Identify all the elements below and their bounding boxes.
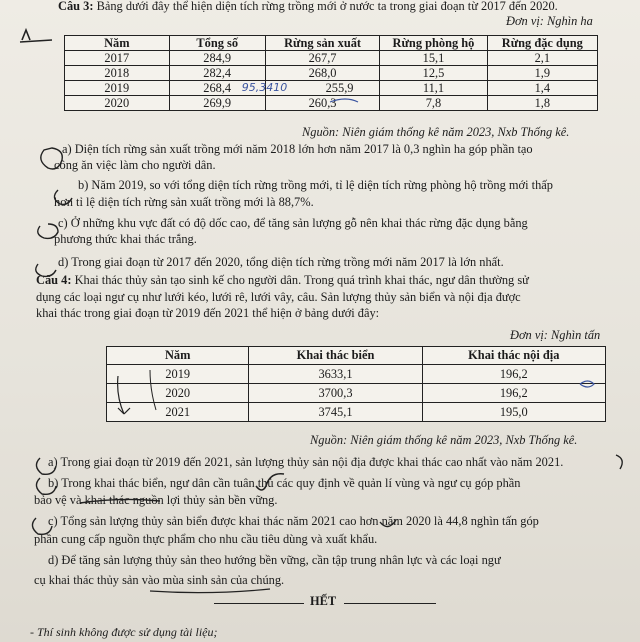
table-cell: 269,9	[169, 96, 265, 111]
end-rule-left	[214, 603, 304, 604]
table-row	[107, 384, 606, 403]
table-cell: 11,1	[380, 81, 487, 96]
table-cell: 3700,3	[249, 384, 422, 403]
end-marker: HẾT	[310, 594, 337, 608]
q4-table-header	[107, 347, 606, 365]
table-cell: 2020	[107, 384, 249, 403]
table-header-cell: Khai thác biển	[249, 347, 422, 365]
table-cell: 15,1	[380, 51, 487, 66]
q4-option-c-line1: c) Tổng sản lượng thủy sản biển được khai thác năm 2021 cao hơn năm 2020 là 44,8 nghìn tấn góp	[48, 514, 539, 528]
table-header-cell: Năm	[65, 36, 170, 51]
table-header-cell: Tổng số	[169, 36, 265, 51]
table-cell: 2019	[65, 81, 170, 96]
q3-option-a	[34, 142, 533, 157]
table-row	[107, 365, 606, 384]
q4-option-a: a) Trong giai đoạn từ 2019 đến 2021, sản lượng thủy sản nội địa được khai thác cao nhất vào năm 2021.	[48, 455, 564, 469]
q3-option-a-line1: a) Diện tích rừng sản xuất trồng mới năm 2018 lớn hơn năm 2017 là 0,3 nghìn ha góp phần tạo	[62, 142, 533, 156]
table-cell: 284,9	[169, 51, 265, 66]
table-row	[65, 66, 598, 81]
q4-table	[106, 346, 606, 422]
q4-option-b-line2: bảo vệ và khai thác nguồn lợi thủy sản bền vững.	[34, 493, 278, 507]
q3-table-header	[65, 36, 598, 51]
q3-option-c-line1: c) Ở những khu vực đất có độ dốc cao, để tăng sản lượng gỗ nên khai thác rừng đặc dụng bằng	[58, 216, 528, 230]
table-cell: 267,7	[265, 51, 380, 66]
q4-option-c-line2: phần cung cấp nguồn thực phẩm cho nhu cầu tiêu dùng và xuất khẩu.	[34, 532, 378, 546]
table-cell: 3745,1	[249, 403, 422, 422]
q4-number: Câu 4:	[36, 273, 72, 287]
table-cell: 260,3	[265, 96, 380, 111]
q4-option-b-line1: b) Trong khai thác biển, ngư dân cần tuân thủ các quy định về quản lí vùng và ngư cụ góp phần	[48, 476, 521, 490]
q3-intro-text: Bảng dưới đây thể hiện diện tích rừng trồng mới ở nước ta trong giai đoạn từ 2017 đến 2020.	[96, 0, 558, 13]
table-cell: 12,5	[380, 66, 487, 81]
table-header-cell: Rừng sản xuất	[265, 36, 380, 51]
footer-note: - Thí sinh không được sử dụng tài liệu;	[30, 625, 218, 639]
table-cell: 2017	[65, 51, 170, 66]
q3-option-b-line2: hơn tỉ lệ diện tích rừng sản xuất trồng mới là 88,7%.	[54, 195, 314, 209]
table-cell: 3633,1	[249, 365, 422, 384]
table-header-cell: Khai thác nội địa	[422, 347, 605, 365]
table-cell: 268,4	[169, 81, 265, 96]
q3-option-c-line2: phương thức khai thác trắng.	[54, 232, 197, 246]
table-cell: 2021	[107, 403, 249, 422]
q4-intro-text: Khai thác thủy sản tạo sinh kế cho người dân. Trong quá trình khai thác, ngư dân thường sử	[74, 273, 529, 287]
q4-intro-line3: khai thác trong giai đoạn từ 2019 đến 2021 thể hiện ở bảng dưới đây:	[36, 306, 380, 320]
table-cell: 1,9	[487, 66, 597, 81]
table-cell: 2019	[107, 365, 249, 384]
table-cell: 195,0	[422, 403, 605, 422]
table-cell: 268,0	[265, 66, 380, 81]
table-cell: 282,4	[169, 66, 265, 81]
q4-intro-line1	[36, 273, 529, 288]
q3-source: Nguồn: Niên giám thống kê năm 2023, Nxb Thống kê.	[302, 125, 570, 139]
table-cell: 1,8	[487, 96, 597, 111]
table-cell: 7,8	[380, 96, 487, 111]
table-cell: 196,2	[422, 384, 605, 403]
table-cell: 2018	[65, 66, 170, 81]
q4-unit: Đơn vị: Nghìn tấn	[510, 328, 601, 342]
q4-source: Nguồn: Niên giám thống kê năm 2023, Nxb Thống kê.	[310, 433, 578, 447]
table-row	[65, 96, 598, 111]
q3-option-a-line2: công ăn việc làm cho người dân.	[54, 158, 216, 172]
table-row	[65, 81, 598, 96]
q3-option-b-line1: b) Năm 2019, so với tổng diện tích rừng trồng mới, tỉ lệ diện tích rừng phòng hộ trồng mới thấp	[78, 178, 553, 192]
table-header-cell: Rừng phòng hộ	[380, 36, 487, 51]
q4-intro-line2: dụng các loại ngư cụ như lưới kéo, lưới rê, lưới vây, câu. Sản lượng thủy sản biển và nội địa được	[36, 290, 521, 304]
q3-unit: Đơn vị: Nghìn ha	[506, 14, 593, 28]
table-cell-value: 255,9	[325, 81, 354, 95]
table-header-cell: Rừng đặc dụng	[487, 36, 597, 51]
table-cell: 2020	[65, 96, 170, 111]
q4-option-d-line2: cụ khai thác thủy sản vào mùa sinh sản của chúng.	[34, 573, 285, 587]
handwritten-note: 95,3410	[241, 81, 288, 94]
end-rule-right	[344, 603, 436, 604]
q3-number: Câu 3:	[58, 0, 94, 13]
table-header-cell: Năm	[107, 347, 249, 365]
table-cell: 2,1	[487, 51, 597, 66]
q3-table	[64, 35, 598, 111]
table-row	[65, 51, 598, 66]
q4-option-d-line1: d) Để tăng sản lượng thủy sản theo hướng bền vững, cần tập trung nhân lực và các loại ngư	[48, 553, 501, 567]
table-cell	[241, 81, 380, 96]
table-row	[107, 403, 606, 422]
table-cell: 1,4	[487, 81, 597, 96]
q3-option-d: d) Trong giai đoạn từ 2017 đến 2020, tổng diện tích rừng trồng mới năm 2017 là lớn nhất.	[58, 255, 504, 269]
q3-intro	[58, 0, 558, 14]
table-cell: 196,2	[422, 365, 605, 384]
